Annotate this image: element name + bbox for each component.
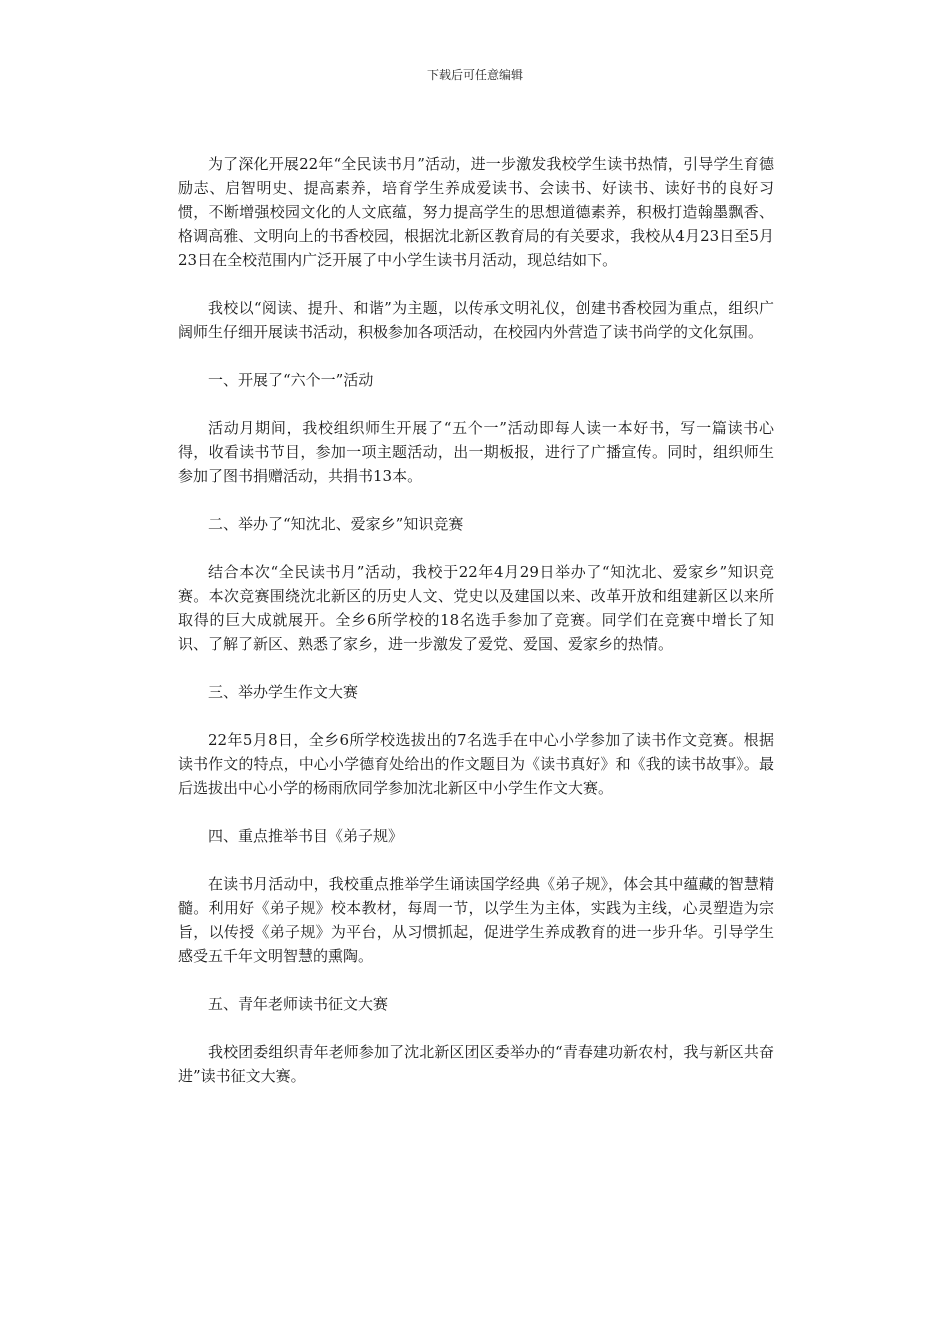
document-body	[178, 152, 774, 1112]
paragraph-intro: 为了深化开展22年“全民读书月”活动，进一步激发我校学生读书热情，引导学生育德励志、启智明史、提高素养，培育学生养成爱读书、会读书、好读书、读好书的良好习惯，不断增强校园文化的人文底蕴，努力提高学生的思想道德素养，积极打造翰墨飘香、格调高雅、文明向上的书香校园，根据沈北新区教育局的有关要求，我校从4月23日至5月23日在全校范围内广泛开展了中小学生读书月活动，现总结如下。	[178, 155, 774, 269]
section-heading-1: 一、开展了“六个一”活动	[208, 371, 374, 389]
paragraph-section-3: 22年5月8日，全乡6所学校选拔出的7名选手在中心小学参加了读书作文竞赛。根据读书作文的特点，中心小学德育处给出的作文题目为《读书真好》和《我的读书故事》。最后选拔出中心小学的杨雨欣同学参加沈北新区中小学生作文大赛。	[178, 731, 774, 797]
section-heading-2: 二、举办了“知沈北、爱家乡”知识竞赛	[208, 515, 464, 533]
section-heading-3: 三、举办学生作文大赛	[208, 683, 359, 701]
paragraph-theme: 我校以“阅读、提升、和谐”为主题，以传承文明礼仪，创建书香校园为重点，组织广阔师生仔细开展读书活动，积极参加各项活动，在校园内外营造了读书尚学的文化氛围。	[178, 299, 774, 341]
paragraph-section-1: 活动月期间，我校组织师生开展了“五个一”活动即每人读一本好书，写一篇读书心得，收看读书节目，参加一项主题活动，出一期板报，进行了广播宣传。同时，组织师生参加了图书捐赠活动，共捐书13本。	[178, 419, 774, 485]
section-heading-5: 五、青年老师读书征文大赛	[208, 995, 389, 1013]
paragraph-section-2: 结合本次“全民读书月”活动，我校于22年4月29日举办了“知沈北、爱家乡”知识竞赛。本次竞赛围绕沈北新区的历史人文、党史以及建国以来、改革开放和组建新区以来所取得的巨大成就展开。全乡6所学校的18名选手参加了竞赛。同学们在竞赛中增长了知识、了解了新区、熟悉了家乡，进一步激发了爱党、爱国、爱家乡的热情。	[178, 563, 774, 653]
paragraph-section-5: 我校团委组织青年老师参加了沈北新区团区委举办的“青春建功新农村，我与新区共奋进”读书征文大赛。	[178, 1043, 774, 1085]
page-header: 下载后可任意编辑	[426, 68, 523, 82]
paragraph-section-4: 在读书月活动中，我校重点推举学生诵读国学经典《弟子规》，体会其中蕴藏的智慧精髓。利用好《弟子规》校本教材，每周一节，以学生为主体，实践为主线，心灵塑造为宗旨，以传授《弟子规》为平台，从习惯抓起，促进学生养成教育的进一步升华。引导学生感受五千年文明智慧的熏陶。	[178, 875, 774, 965]
section-heading-4: 四、重点推举书目《弟子规》	[208, 827, 404, 845]
